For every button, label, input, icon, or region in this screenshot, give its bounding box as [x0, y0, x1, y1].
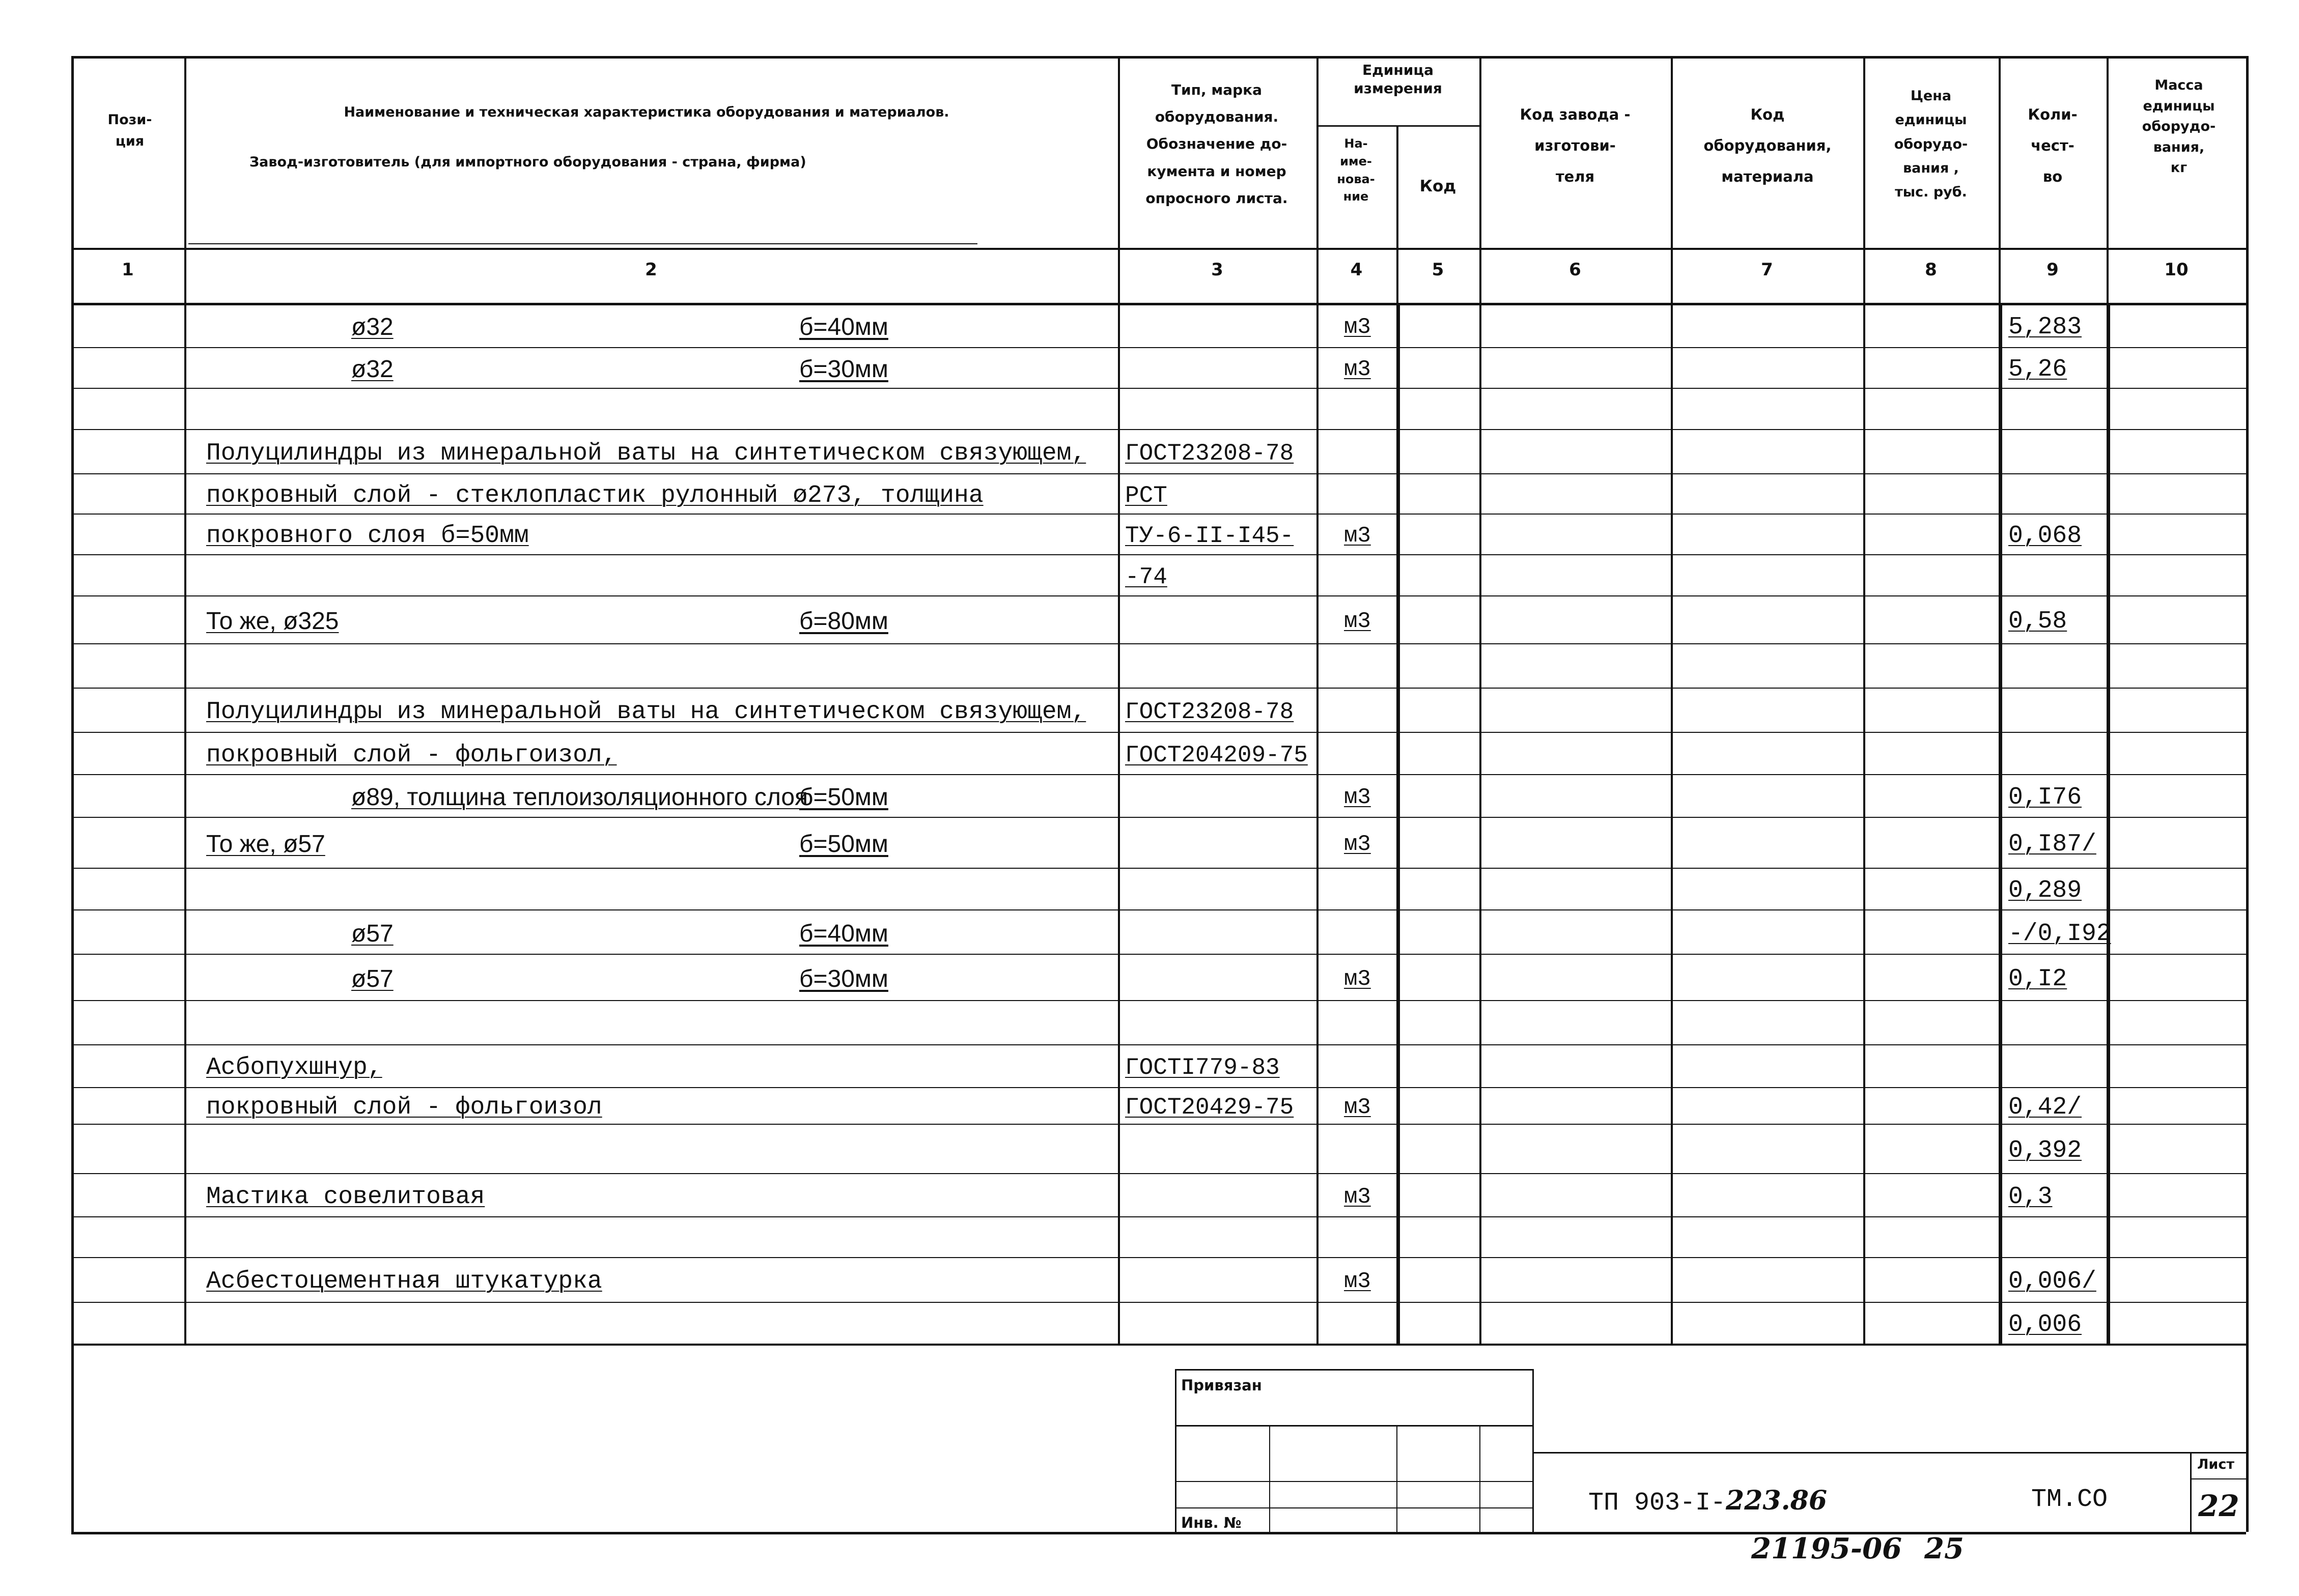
sheet-number: 22: [2198, 1489, 2239, 1523]
column-number: 5: [1432, 260, 1444, 280]
row-quantity: 0,006/: [2008, 1268, 2096, 1295]
row-quantity: 0,392: [2008, 1136, 2082, 1164]
row-unit: м3: [1344, 1269, 1371, 1294]
grid-hline: [1175, 1425, 1532, 1427]
row-name: покровный слой - фольгоизол,: [206, 741, 617, 769]
row-quantity: 0,I76: [2008, 784, 2082, 811]
row-document: -74: [1125, 563, 1167, 590]
grid-vline: [184, 56, 186, 1344]
document-code-printed: ТП 903-I-: [1588, 1489, 1726, 1518]
row-quantity: 0,006: [2008, 1311, 2082, 1338]
header-unit-code: Код: [1419, 177, 1456, 195]
grid-vline: [1863, 56, 1865, 1344]
row-document: ГОСТ20429-75: [1125, 1094, 1294, 1121]
grid-hline: [71, 1302, 2246, 1303]
row-unit: м3: [1344, 523, 1371, 549]
grid-vline: [2190, 1452, 2192, 1532]
grid-vline: [1999, 303, 2002, 1344]
grid-hline: [1175, 1369, 1532, 1371]
column-number: 7: [1761, 260, 1773, 280]
stamp-inventory-label: Инв. №: [1181, 1514, 1242, 1531]
row-quantity: 0,I87/: [2008, 831, 2096, 858]
grid-vline: [2107, 303, 2110, 1344]
header-name-line1: Наименование и техническая характеристика оборудования и материалов.: [344, 104, 949, 120]
row-name: покровного слоя б=50мм: [206, 522, 529, 550]
column-number: 9: [2046, 260, 2059, 280]
row-document: ТУ-6-II-I45-: [1125, 523, 1294, 549]
grid-hline: [71, 1044, 2246, 1045]
row-unit: м3: [1344, 1095, 1371, 1120]
grid-hline: [71, 774, 2246, 775]
row-name: То же, ø325: [206, 608, 339, 635]
row-unit: м3: [1344, 314, 1371, 340]
row-quantity: 0,42/: [2008, 1094, 2082, 1121]
grid-hline: [71, 429, 2246, 430]
column-number: 1: [122, 260, 134, 280]
row-unit: м3: [1344, 966, 1371, 992]
row-unit: м3: [1344, 357, 1371, 382]
grid-hline: [71, 56, 2246, 59]
grid-vline: [1671, 56, 1673, 1344]
archive-number: 21195-06: [1751, 1532, 1902, 1565]
grid-hline: [1175, 1507, 1532, 1508]
page-number: 25: [1924, 1532, 1964, 1565]
row-quantity: -/0,I92: [2008, 920, 2111, 948]
row-thickness: б=50мм: [799, 831, 888, 858]
row-unit: м3: [1344, 785, 1371, 810]
header-unit-group: Единица измерения: [1354, 62, 1442, 97]
grid-vline: [1479, 56, 1481, 1344]
row-quantity: 0,3: [2008, 1183, 2053, 1211]
header-position: Пози- ция: [107, 112, 152, 149]
row-name: Мастика совелитовая: [206, 1183, 485, 1211]
column-number: 8: [1925, 260, 1937, 280]
stamp-privyazan-label: Привязан: [1181, 1377, 1262, 1394]
grid-hline: [71, 1000, 2246, 1001]
grid-hline: [1532, 1452, 2246, 1454]
grid-hline: [71, 732, 2246, 733]
column-number: 10: [2164, 260, 2189, 280]
grid-hline: [71, 1087, 2246, 1088]
grid-hline: [71, 817, 2246, 818]
grid-hline: [71, 347, 2246, 348]
grid-hline: [71, 248, 2246, 250]
grid-hline: [71, 1216, 2246, 1217]
header-quantity: Коли- чест- во: [2028, 106, 2078, 185]
row-quantity: 5,26: [2008, 356, 2067, 383]
header-type-doc: Тип, марка оборудования. Обозначение до- кумента и номер опросного листа.: [1145, 81, 1288, 207]
row-thickness: б=80мм: [799, 608, 888, 635]
row-name: покровный слой - стеклопластик рулонный ø273, толщина: [206, 481, 984, 509]
header-unit-price: Цена единицы оборудо- вания , тыс. руб.: [1894, 88, 1968, 200]
row-quantity: 0,068: [2008, 522, 2082, 550]
header-equipment-code: Код оборудования, материала: [1703, 106, 1832, 185]
row-name: ø57: [351, 965, 394, 992]
column-number: 4: [1350, 260, 1363, 280]
grid-hline: [71, 473, 2246, 474]
grid-hline: [71, 643, 2246, 644]
document-code-handwritten: 223.86: [1726, 1485, 1828, 1516]
header-unit-mass: Масса единицы оборудо- вания, кг: [2142, 77, 2216, 176]
grid-vline: [2246, 56, 2249, 1532]
grid-vline: [1396, 303, 1400, 1344]
row-quantity: 0,58: [2008, 608, 2067, 635]
row-name: ø89, толщина теплоизоляционного слоя: [351, 784, 808, 811]
row-unit: м3: [1344, 1184, 1371, 1210]
row-name: ø57: [351, 920, 394, 947]
grid-vline: [1479, 1425, 1480, 1532]
row-quantity: 0,289: [2008, 877, 2082, 904]
grid-hline: [71, 1173, 2246, 1174]
grid-hline: [71, 868, 2246, 869]
document-mark: ТМ.СО: [2031, 1485, 2108, 1514]
header-plant-code: Код завода - изготови- теля: [1520, 106, 1631, 185]
grid-hline: [2190, 1478, 2246, 1479]
row-name: ø32: [351, 356, 394, 383]
row-document: ГОСТ23208-78: [1125, 440, 1294, 467]
row-thickness: б=30мм: [799, 356, 888, 383]
row-name: покровный слой - фольгоизол: [206, 1094, 602, 1121]
grid-hline: [71, 554, 2246, 555]
row-document: ГОСТ204209-75: [1125, 742, 1308, 768]
column-number: 3: [1211, 260, 1223, 280]
row-document: ГОСТ23208-78: [1125, 698, 1294, 725]
row-name: Полуцилиндры из минеральной ваты на синтетическом связующем,: [206, 439, 1086, 467]
column-number: 2: [645, 260, 657, 280]
row-thickness: б=30мм: [799, 965, 888, 992]
row-unit: м3: [1344, 609, 1371, 634]
header-unit-name: На- име- нова- ние: [1337, 136, 1375, 204]
row-name: ø32: [351, 313, 394, 340]
row-document: ГОСТI779-83: [1125, 1054, 1280, 1081]
grid-hline: [188, 243, 977, 244]
row-thickness: б=40мм: [799, 920, 888, 947]
grid-vline: [1396, 1425, 1397, 1532]
grid-hline: [71, 595, 2246, 596]
row-name: То же, ø57: [206, 831, 325, 858]
row-thickness: б=50мм: [799, 784, 888, 811]
row-quantity: 0,I2: [2008, 965, 2067, 993]
column-number: 6: [1569, 260, 1581, 280]
grid-hline: [71, 388, 2246, 389]
row-thickness: б=40мм: [799, 313, 888, 340]
row-name: Асбопухшнур,: [206, 1054, 382, 1081]
grid-hline: [71, 1257, 2246, 1258]
document-code: [1588, 1485, 1827, 1518]
grid-hline: [1175, 1481, 1532, 1482]
grid-hline: [71, 1532, 2246, 1534]
header-name-line2: Завод-изготовитель (для импортного оборудования - страна, фирма): [249, 154, 806, 170]
grid-hline: [71, 954, 2246, 955]
grid-vline: [1316, 56, 1319, 1344]
grid-vline: [1175, 1369, 1176, 1532]
row-quantity: 5,283: [2008, 313, 2082, 341]
sheet-label: Лист: [2197, 1457, 2234, 1472]
grid-vline: [1118, 56, 1120, 1344]
grid-hline: [71, 1344, 2246, 1346]
grid-hline: [71, 688, 2246, 689]
row-name: Полуцилиндры из минеральной ваты на синтетическом связующем,: [206, 698, 1086, 726]
row-name: Асбестоцементная штукатурка: [206, 1268, 602, 1295]
grid-hline: [71, 303, 2246, 305]
row-document: РСТ: [1125, 482, 1167, 509]
row-unit: м3: [1344, 832, 1371, 857]
grid-hline: [71, 909, 2246, 910]
grid-vline: [1269, 1425, 1270, 1532]
grid-vline: [1532, 1369, 1534, 1532]
